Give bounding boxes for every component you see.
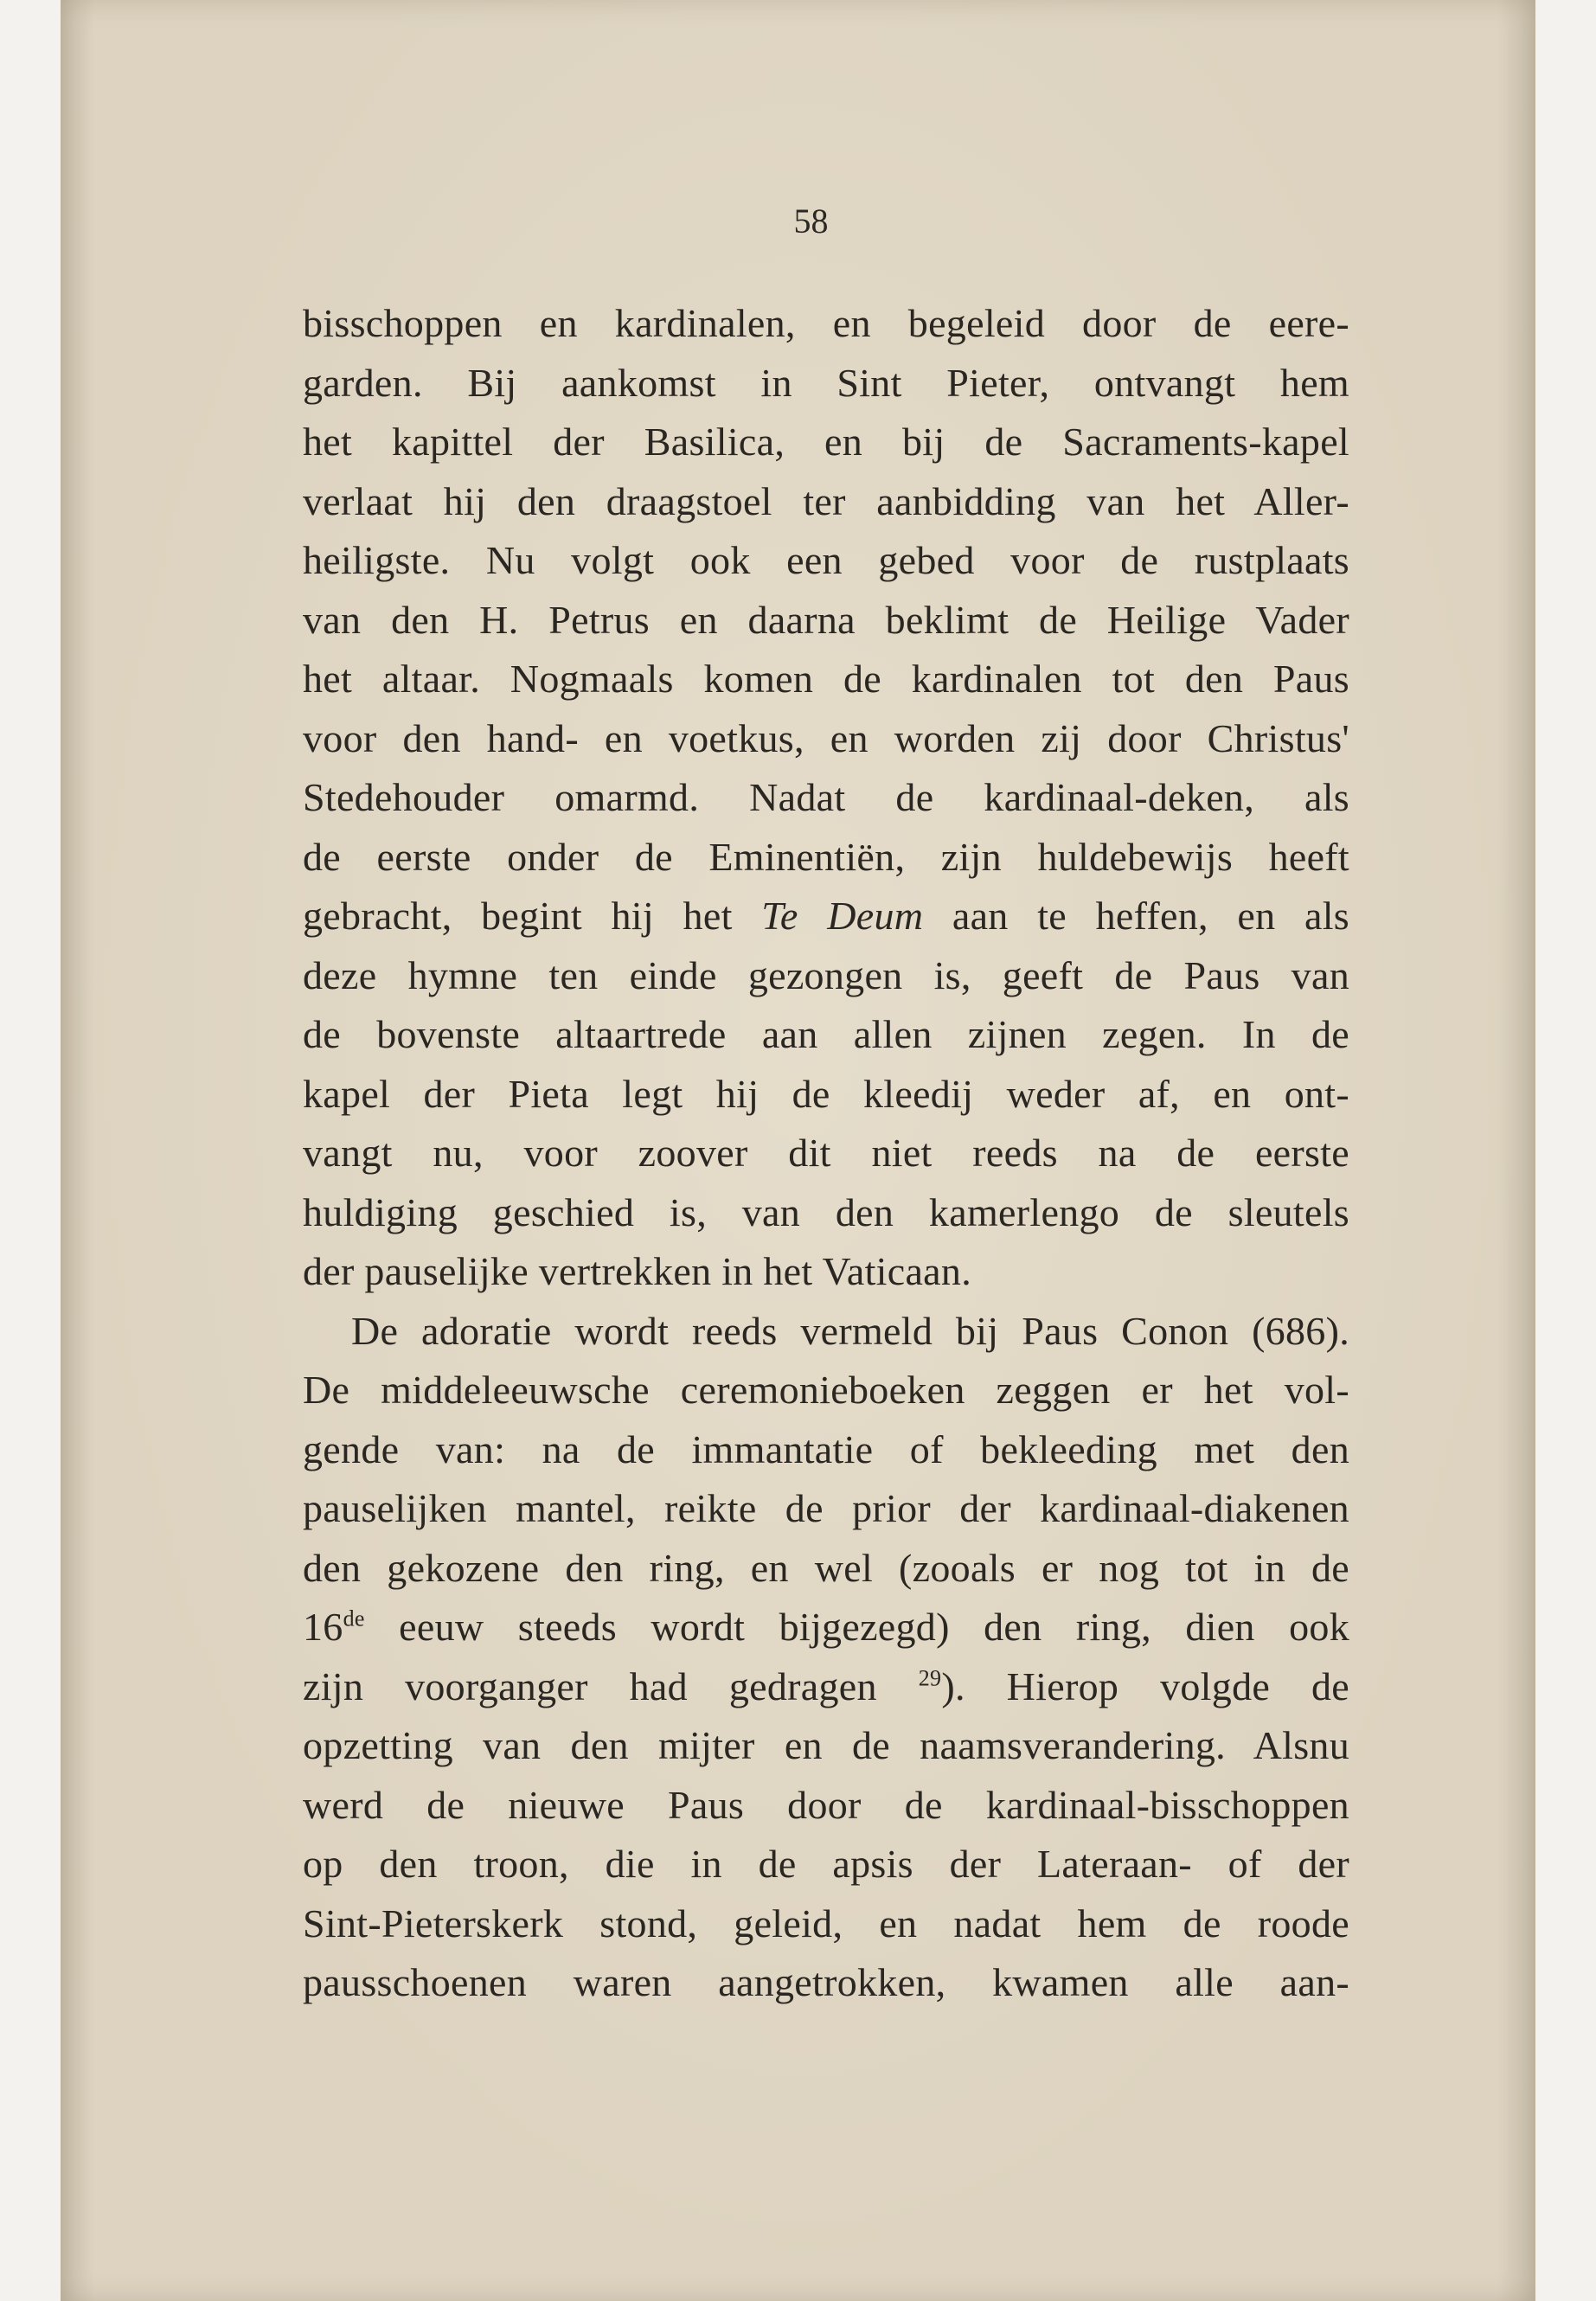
text-line: het altaar. Nogmaals komen de kardinalen tot den Paus bbox=[303, 657, 1349, 701]
italic-title: Te Deum bbox=[761, 894, 924, 938]
text-line bbox=[303, 1598, 1349, 1657]
text-segment: zijn voorganger had gedragen bbox=[303, 1663, 919, 1708]
text-segment: eeuw steeds wordt bijgezegd) den ring, dien ook bbox=[364, 1605, 1349, 1649]
text-line: de eerste onder de Eminentiën, zijn huldebewijs heeft bbox=[303, 834, 1349, 879]
text-line: voor den hand- en voetkus, en worden zij door Christus' bbox=[303, 715, 1349, 760]
superscript: de bbox=[343, 1606, 365, 1631]
text-line: huldiging geschied is, van den kamerlengo de sleutels bbox=[303, 1189, 1349, 1234]
text-line: Sint-Pieterskerk stond, geleid, en nadat hem de roode bbox=[303, 1900, 1349, 1945]
footnote-ref: 29 bbox=[918, 1665, 942, 1691]
text-line: pausschoenen waren aangetrokken, kwamen alle aan- bbox=[303, 1960, 1349, 2004]
text-line: garden. Bij aankomst in Sint Pieter, ontvangt hem bbox=[303, 360, 1349, 405]
text-line: verlaat hij den draagstoel ter aanbidding van het Aller- bbox=[303, 478, 1349, 523]
text-line: van den H. Petrus en daarna beklimt de Heilige Vader bbox=[303, 597, 1349, 642]
text-segment: aan te heffen, en als bbox=[923, 894, 1350, 938]
text-line: het kapittel der Basilica, en bij de Sacraments-kapel bbox=[303, 420, 1349, 464]
text-line: bisschoppen en kardinalen, en begeleid door de eere- bbox=[303, 301, 1349, 345]
body-text bbox=[303, 294, 1349, 2013]
text-line: De adoratie wordt reeds vermeld bij Paus Conon (686). bbox=[351, 1308, 1349, 1353]
text-segment: gebracht, begint hij het bbox=[303, 894, 762, 938]
text-segment: ). Hierop volgde de bbox=[941, 1663, 1349, 1708]
text-line: op den troon, die in de apsis der Lateraan- of der bbox=[303, 1842, 1349, 1886]
text-line: Stedehouder omarmd. Nadat de kardinaal-deken, als bbox=[303, 775, 1349, 819]
text-line: der pauselijke vertrekken in het Vaticaan. bbox=[303, 1249, 971, 1293]
text-line bbox=[303, 887, 1349, 946]
text-line: pauselijken mantel, reikte de prior der kardinaal-diakenen bbox=[303, 1486, 1349, 1530]
page-number: 58 bbox=[793, 202, 829, 240]
text-line: heiligste. Nu volgt ook een gebed voor de rustplaats bbox=[303, 538, 1349, 582]
text-line: den gekozene den ring, en wel (zooals er nog tot in de bbox=[303, 1545, 1349, 1590]
text-line: opzetting van den mijter en de naamsverandering. Alsnu bbox=[303, 1723, 1349, 1767]
text-line bbox=[303, 1657, 1349, 1717]
text-line: werd de nieuwe Paus door de kardinaal-bisschoppen bbox=[303, 1782, 1349, 1827]
text-line: deze hymne ten einde gezongen is, geeft de Paus van bbox=[303, 952, 1349, 997]
text-line: de bovenste altaartrede aan allen zijnen zegen. In de bbox=[303, 1012, 1349, 1056]
text-line: kapel der Pieta legt hij de kleedij weder af, en ont- bbox=[303, 1071, 1349, 1116]
text-line: De middeleeuwsche ceremonieboeken zeggen er het vol- bbox=[303, 1368, 1349, 1412]
text-segment: 16 bbox=[303, 1605, 343, 1649]
text-line: gende van: na de immantatie of bekleeding met den bbox=[303, 1426, 1349, 1471]
text-line: vangt nu, voor zoover dit niet reeds na de eerste bbox=[303, 1131, 1349, 1175]
